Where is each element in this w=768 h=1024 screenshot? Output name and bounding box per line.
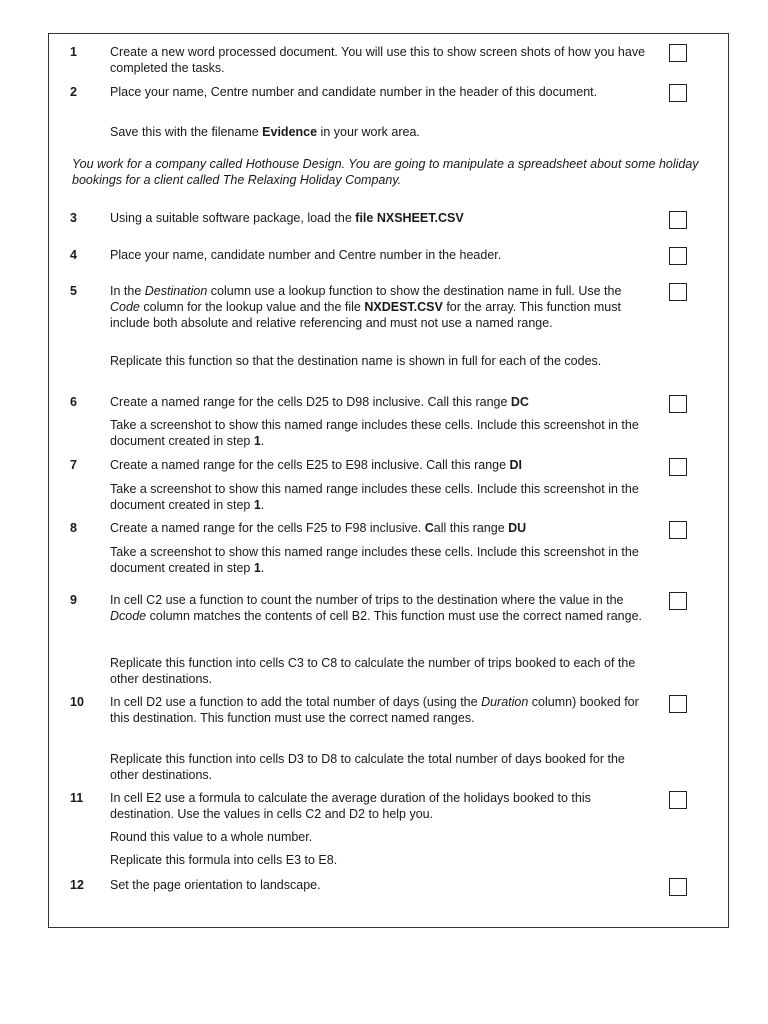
task-2-checkbox[interactable] (669, 84, 687, 102)
task-9-checkbox[interactable] (669, 592, 687, 610)
task-number-9: 9 (70, 593, 77, 607)
task-11-text-1: In cell E2 use a formula to calculate the average duration of the holidays booked to this destination. Use the values in cells C2 and D2 to help you. (110, 791, 591, 821)
task-number-3: 3 (70, 211, 77, 225)
task-6-text-2: Take a screenshot to show this named range includes these cells. Include this screenshot in the document created in step 1. (110, 418, 639, 448)
task-number-12: 12 (70, 878, 84, 892)
task-1-checkbox[interactable] (669, 44, 687, 62)
task-11-text-3: Replicate this formula into cells E3 to E8. (110, 853, 338, 867)
task-number-7: 7 (70, 458, 77, 472)
task-3-text-1: Using a suitable software package, load the file NXSHEET.CSV (110, 211, 464, 225)
task-6-checkbox[interactable] (669, 395, 687, 413)
task-number-11: 11 (70, 791, 84, 805)
task-number-1: 1 (70, 45, 77, 59)
task-3-checkbox[interactable] (669, 211, 687, 229)
task-2-text-2: Save this with the filename Evidence in your work area. (110, 125, 420, 139)
task-9-text-2: Replicate this function into cells C3 to C8 to calculate the number of trips booked to each of the other destinations. (110, 656, 636, 686)
task-number-10: 10 (70, 695, 84, 709)
task-10-text-1: In cell D2 use a function to add the total number of days (using the Duration column) booked for this destination. This function must use the correct named ranges. (110, 695, 639, 725)
task-9-text-1: In cell C2 use a function to count the number of trips to the destination where the value in the Dcode column matches the contents of cell B2. This function must use the correct named range. (110, 593, 642, 623)
task-8-text-2: Take a screenshot to show this named range includes these cells. Include this screenshot in the document created in step 1. (110, 545, 639, 575)
task-number-4: 4 (70, 248, 77, 262)
task-7-text-1: Create a named range for the cells E25 to E98 inclusive. Call this range DI (110, 458, 523, 472)
task-8-checkbox[interactable] (669, 521, 687, 539)
task-5-text-1: In the Destination column use a lookup function to show the destination name in full. Use the Code column for the lookup value and the file NXDEST.CSV for the array. This function must include both absolute and relative referencing and must not use a named range. (110, 284, 622, 330)
task-7-checkbox[interactable] (669, 458, 687, 476)
task-2-text-1: Place your name, Centre number and candidate number in the header of this document. (110, 85, 598, 99)
task-12-checkbox[interactable] (669, 878, 687, 896)
task-number-5: 5 (70, 284, 77, 298)
task-4-checkbox[interactable] (669, 247, 687, 265)
task-number-2: 2 (70, 85, 77, 99)
intro-paragraph: You work for a company called Hothouse Design. You are going to manipulate a spreadsheet about some holiday bookings for a client called The Relaxing Holiday Company. (72, 157, 699, 187)
task-1-text-1: Create a new word processed document. You will use this to show screen shots of how you have completed the tasks. (110, 45, 646, 75)
task-number-8: 8 (70, 521, 77, 535)
task-7-text-2: Take a screenshot to show this named range includes these cells. Include this screenshot in the document created in step 1. (110, 482, 639, 512)
task-6-text-1: Create a named range for the cells D25 to D98 inclusive. Call this range DC (110, 395, 529, 409)
task-number-6: 6 (70, 395, 77, 409)
task-11-checkbox[interactable] (669, 791, 687, 809)
task-8-text-1: Create a named range for the cells F25 to F98 inclusive. Call this range DU (110, 521, 527, 535)
task-5-text-2: Replicate this function so that the destination name is shown in full for each of the codes. (110, 354, 602, 368)
task-10-text-2: Replicate this function into cells D3 to D8 to calculate the total number of days booked for the other destinations. (110, 752, 625, 782)
task-12-text-1: Set the page orientation to landscape. (110, 878, 321, 892)
task-5-checkbox[interactable] (669, 283, 687, 301)
task-11-text-2: Round this value to a whole number. (110, 830, 313, 844)
task-10-checkbox[interactable] (669, 695, 687, 713)
task-4-text-1: Place your name, candidate number and Centre number in the header. (110, 248, 502, 262)
